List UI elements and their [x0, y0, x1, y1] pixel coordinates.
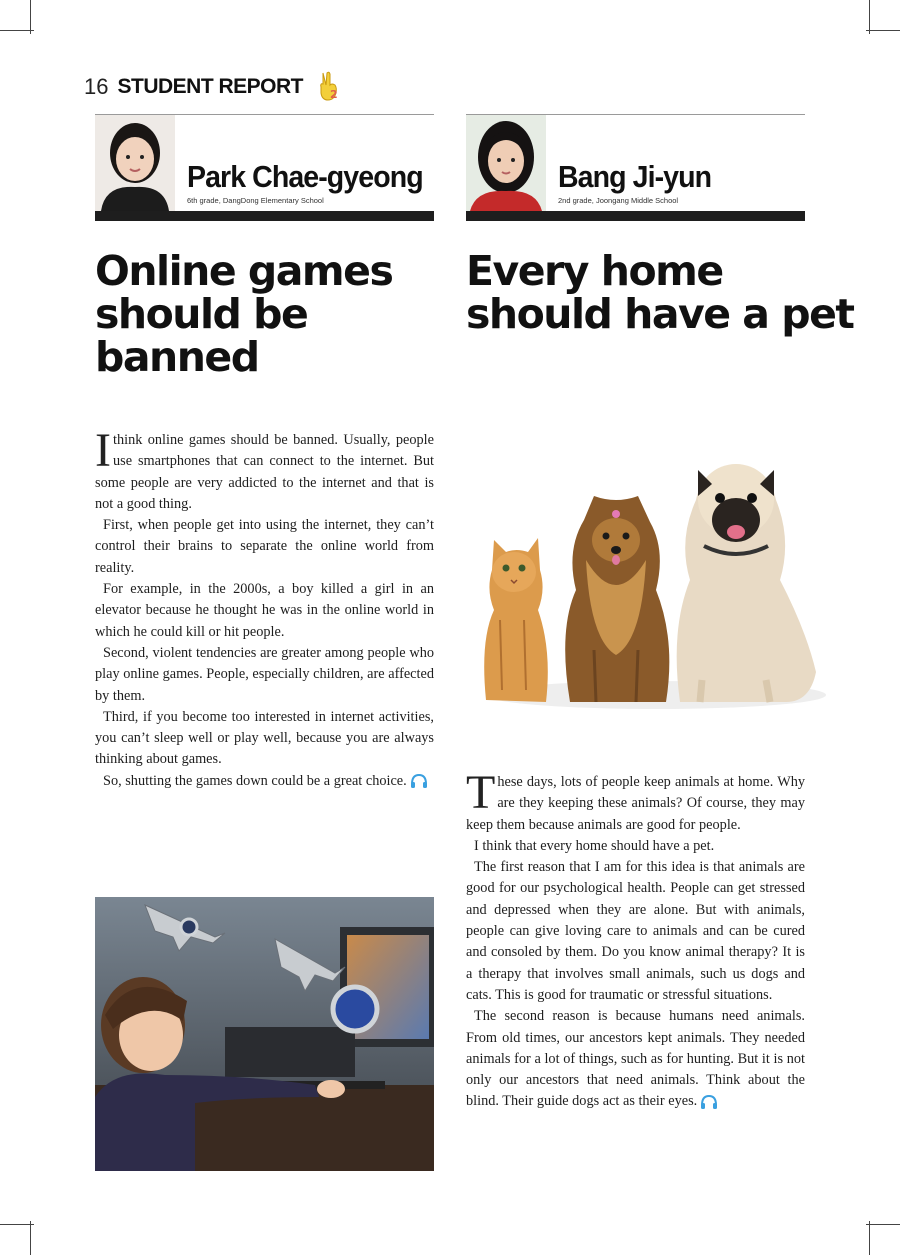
left-headline	[95, 247, 393, 381]
article-paragraph: Ithink online games should be banned. Usually, people use smartphones that can connect to the internet. But some people are very addicted to the internet and that is not a good thing.	[95, 424, 434, 512]
section-title: STUDENT REPORT	[117, 75, 303, 98]
headline-line: Online games	[95, 247, 393, 295]
left-author-block	[95, 114, 434, 221]
author-photo	[466, 115, 546, 211]
crop-mark	[869, 1221, 870, 1255]
crop-mark	[0, 30, 34, 31]
right-article	[466, 766, 805, 1113]
child-gaming-photo	[95, 897, 434, 1171]
drop-cap: T	[466, 766, 496, 819]
author-school: 6th grade, DangDong Elementary School	[187, 196, 324, 205]
author-bar	[466, 211, 805, 221]
author-name: Park Chae-gyeong	[187, 159, 423, 194]
drop-cap: I	[95, 424, 111, 477]
victory-hand-icon	[317, 71, 341, 103]
crop-mark	[866, 30, 900, 31]
headphones-icon	[410, 773, 428, 789]
article-paragraph: So, shutting the games down could be a great choice.	[95, 771, 434, 792]
author-photo	[95, 115, 175, 211]
right-headline	[466, 247, 854, 338]
author-bar	[95, 211, 434, 221]
pets-photo	[466, 440, 826, 730]
page-number: 16	[84, 74, 109, 99]
crop-mark	[0, 1224, 34, 1225]
headphones-icon	[700, 1094, 718, 1110]
crop-mark	[30, 1221, 31, 1255]
article-paragraph: Third, if you become too interested in internet activities, you can’t sleep well or play well, because you are always thinking about games.	[95, 708, 434, 768]
left-article	[95, 424, 434, 792]
crop-mark	[869, 0, 870, 34]
author-name: Bang Ji-yun	[558, 159, 712, 194]
crop-mark	[866, 1224, 900, 1225]
article-paragraph: The second reason is because humans need animals. From old times, our ancestors kept animals. They needed animals for a lot of things, such as for hunting. But it is not only our ancestors that need animals. Think about the blind. Their guide dogs act as their eyes.	[466, 1008, 805, 1110]
article-paragraph: I think that every home should have a pet.	[474, 837, 715, 854]
crop-mark	[30, 0, 31, 34]
right-author-block	[466, 114, 805, 221]
article-paragraph: The first reason that I am for this idea is that animals are good for our psychological health. People can get stressed and depressed when they are alone. But with animals, people can give loving care to animals and can be cured and consoled by them. Do you know animal therapy? It is a therapy that involves small animals, such us dogs and cats. This is good for traumatic or stressful situations.	[466, 859, 805, 1003]
article-paragraph: For example, in the 2000s, a boy killed a girl in an elevator because he thought he was in the online world in which he could kill or hit people.	[95, 581, 434, 640]
article-paragraph: Second, violent tendencies are greater among people who play online games. People, especially children, are affected by them.	[95, 644, 434, 704]
svg-text:2: 2	[330, 88, 338, 101]
headline-line: Every home	[466, 247, 723, 295]
headline-line: banned	[95, 333, 259, 381]
article-paragraph: These days, lots of people keep animals at home. Why are they keeping these animals? Of course, they may keep them because animals are good for people.	[466, 766, 805, 833]
headline-line: should be	[95, 290, 308, 338]
headline-line: should have a pet	[466, 290, 854, 338]
page-header	[84, 70, 341, 104]
cat-figure	[484, 538, 548, 702]
author-school: 2nd grade, Joongang Middle School	[558, 196, 679, 205]
article-paragraph: First, when people get into using the internet, they can’t control their brains to separate the online world from reality.	[95, 517, 434, 576]
